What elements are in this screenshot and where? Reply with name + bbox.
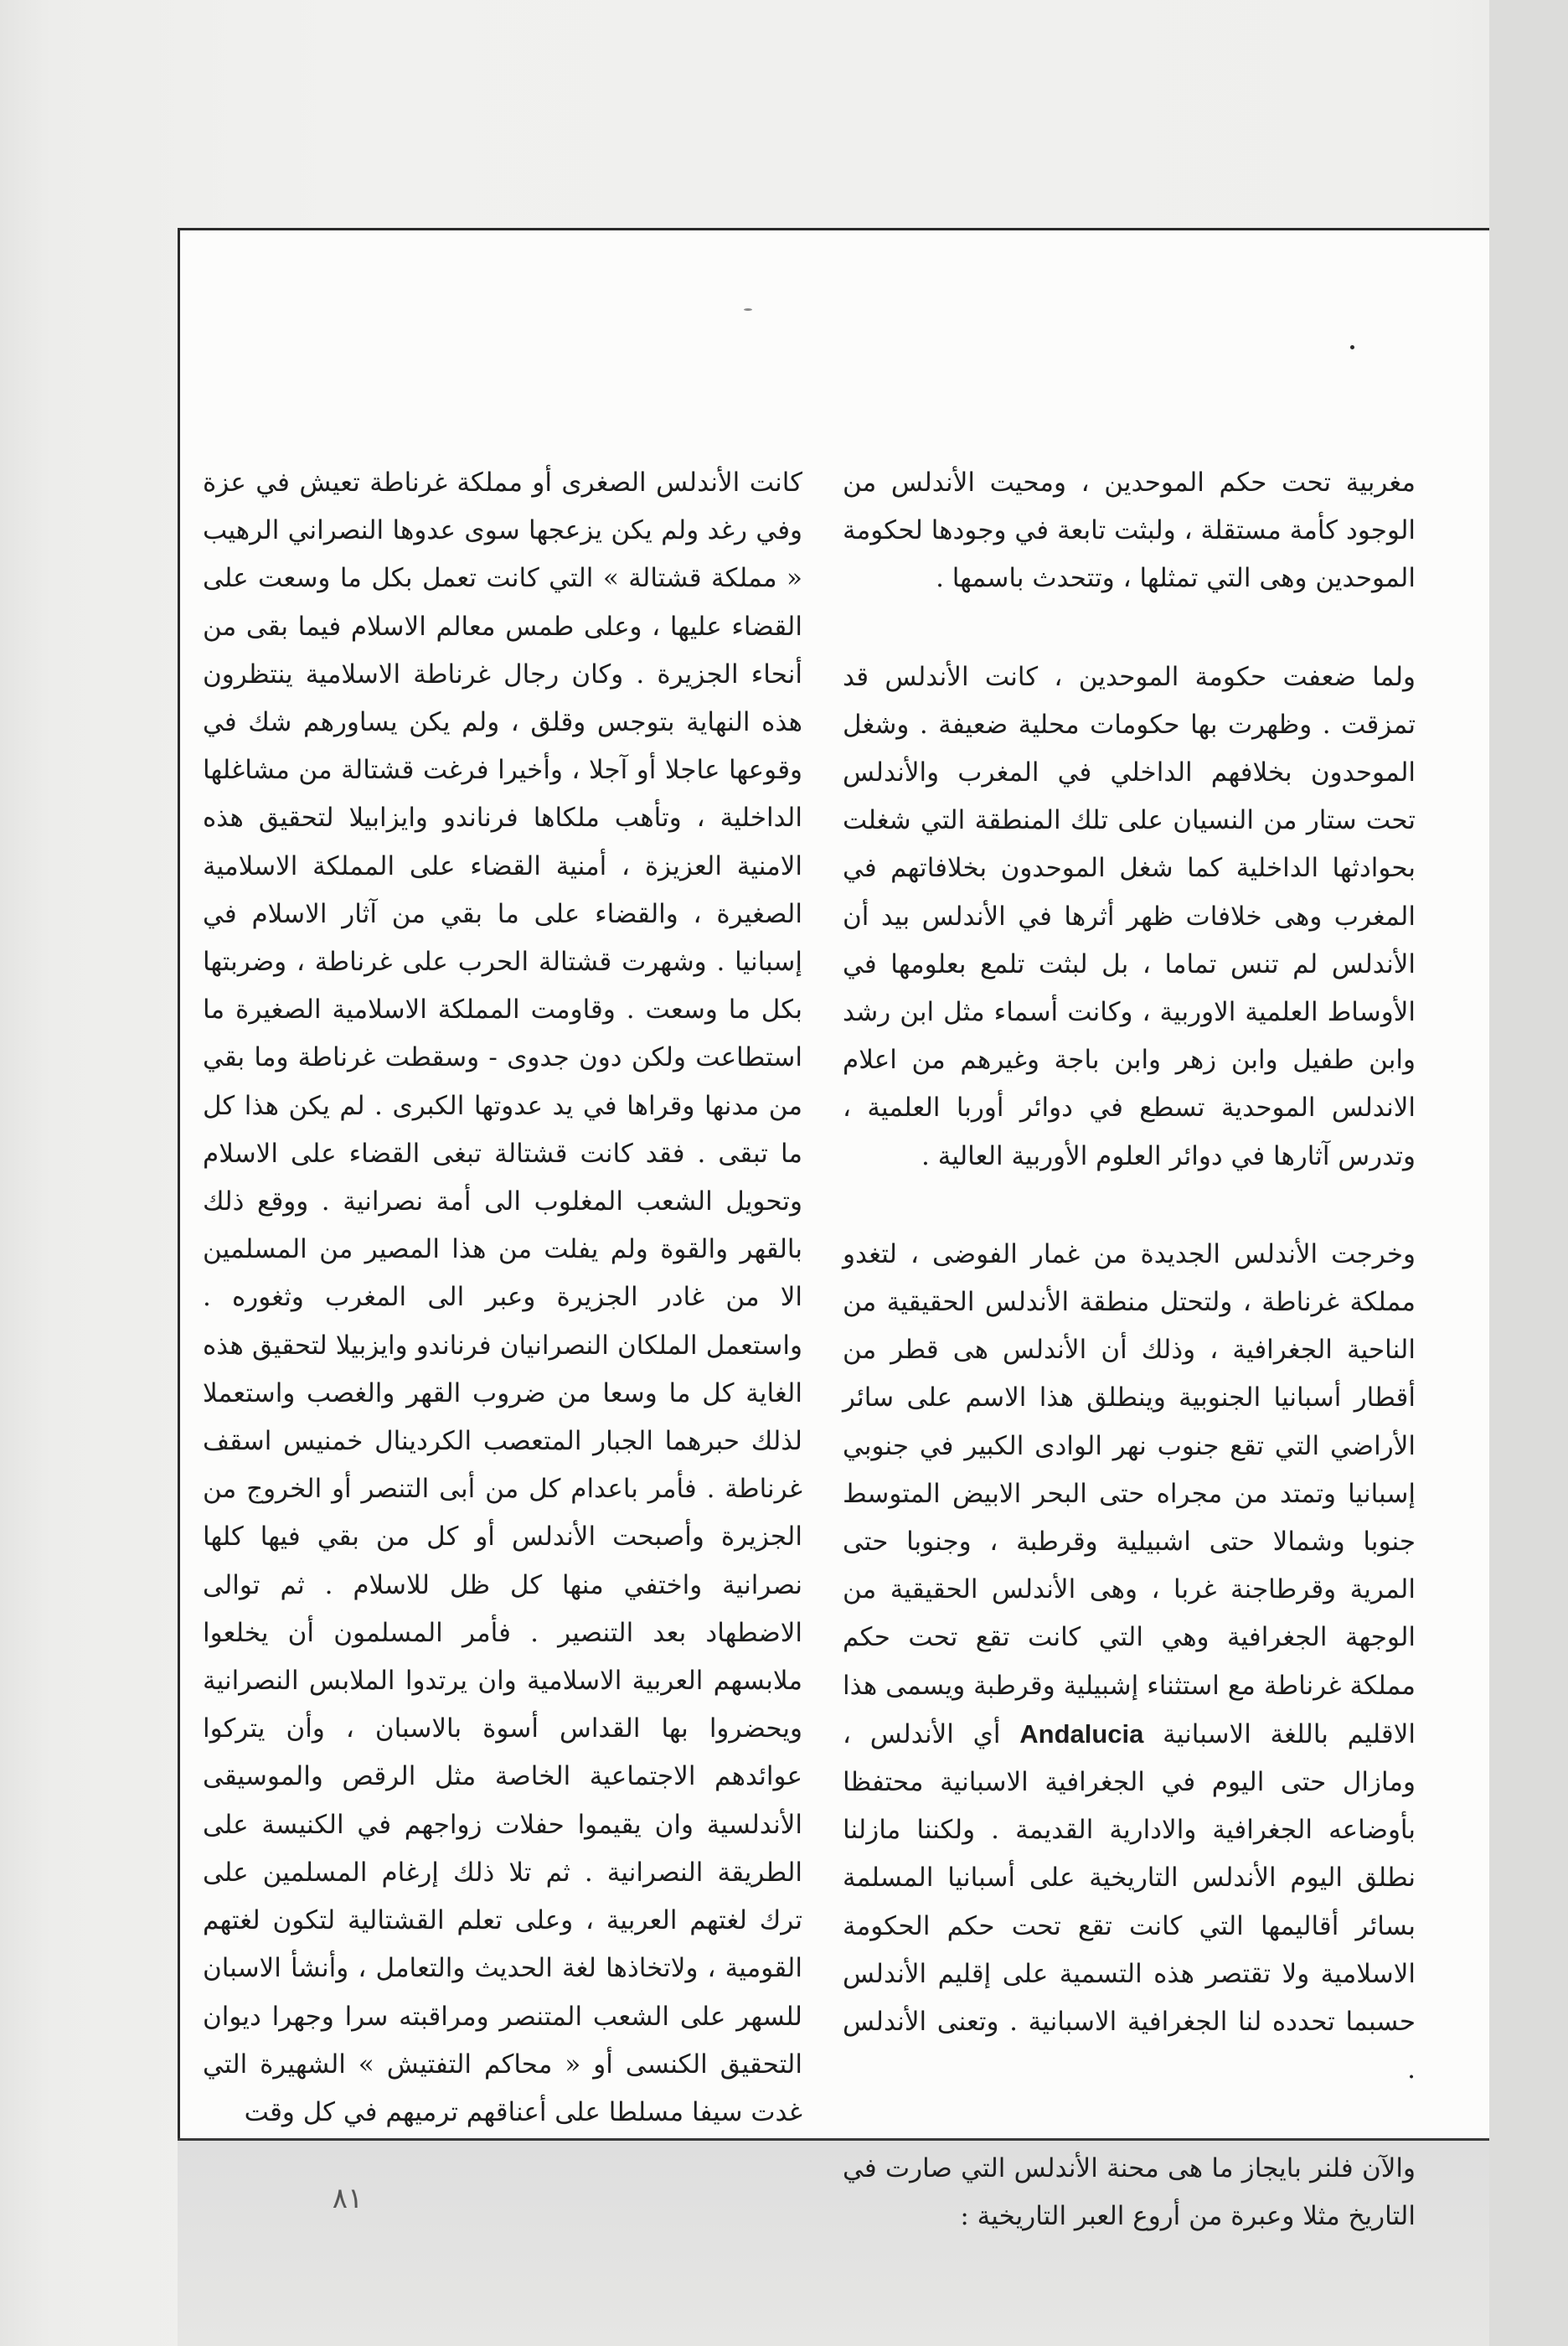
paragraph-text: أي الأندلس ، ومازال حتى اليوم في الجغرافية الاسبانية محتفظا بأوضاعه الجغرافية والادارية القديمة . ولكننا مازلنا نطلق اليوم الأندلس التاريخية على أسبانيا المسلمة بسائر أقاليمها التي كانت تقع تحت حكم الحكومة الاسلامية ولا تقتصر هذه التسمية على إقليم الأندلس حسبما تحدده لنا الجغرافية الاسبانية . وتعنى الأندلس . — [843, 1718, 1416, 2085]
article-column-left — [203, 459, 802, 2137]
scan-speck — [1350, 345, 1354, 349]
paragraph: كانت الأندلس الصغرى أو مملكة غرناطة تعيش في عزة وفي رغد ولم يكن يزعجها سوى عدوها النصراني الرهيب « مملكة قشتالة » التي كانت تعمل بكل ما وسعت على القضاء عليها ، وعلى طمس معالم الاسلام فيما بقى من أنحاء الجزيرة . وكان رجال غرناطة الاسلامية ينتظرون هذه النهاية بتوجس وقلق ، ولم يكن يساورهم شك في وقوعها عاجلا أو آجلا ، وأخيرا فرغت قشتالة من مشاغلها الداخلية ، وتأهب ملكاها فرناندو وايزابيلا لتحقيق هذه الامنية العزيزة ، أمنية القضاء على المملكة الاسلامية الصغيرة ، والقضاء على ما بقي من آثار الاسلام في إسبانيا . وشهرت قشتالة الحرب على غرناطة ، وضربتها بكل ما وسعت . وقاومت المملكة الاسلامية الصغيرة ما استطاعت ولكن دون جدوى - وسقطت غرناطة وما بقي من مدنها وقراها في يد عدوتها الكبرى . لم يكن هذا كل ما تبقى . فقد كانت قشتالة تبغى القضاء على الاسلام وتحويل الشعب المغلوب الى أمة نصرانية . ووقع ذلك بالقهر والقوة ولم يفلت من هذا المصير من المسلمين الا من غادر الجزيرة وعبر الى المغرب وثغوره . واستعمل الملكان النصرانيان فرناندو وايزبيلا لتحقيق هذه الغاية كل ما وسعا من ضروب القهر والغصب واستعملا لذلك حبرهما الجبار المتعصب الكردينال خمنيس اسقف غرناطة . فأمر باعدام كل من أبى التنصر أو الخروج من الجزيرة وأصبحت الأندلس أو كل من بقي فيها كلها نصرانية واختفي منها كل ظل للاسلام . ثم توالى الاضطهاد بعد التنصير . فأمر المسلمون أن يخلعوا ملابسهم العربية الاسلامية وان يرتدوا الملابس النصرانية ويحضروا بها القداس أسوة بالاسبان ، وأن يتركوا عوائدهم الاجتماعية الخاصة مثل الرقص والموسيقى الأندلسية وان يقيموا حفلات زواجهم في الكنيسة على الطريقة النصرانية . ثم تلا ذلك إرغام المسلمين على ترك لغتهم العربية ، وعلى تعلم القشتالية لتكون لغتهم القومية ، ولاتخاذها لغة الحديث والتعامل ، وأنشأ الاسبان للسهر على الشعب المتنصر ومراقبته سرا وجهرا ديوان التحقيق الكنسى أو « محاكم التفتيش » الشهيرة التي غدت سيفا مسلطا على أعناقهم ترميهم في كل وقت — [203, 468, 802, 2127]
paragraph: ولما ضعفت حكومة الموحدين ، كانت الأندلس قد تمزقت . وظهرت بها حكومات محلية ضعيفة . وشغل الموحدون بخلافهم الداخلي في المغرب والأندلس تحت ستار من النسيان على تلك المنطقة التي شغلت بحوادثها الداخلية كما شغل الموحدون بخلافاتهم في المغرب وهى خلافات ظهر أثرها في الأندلس بيد أن الأندلس لم تنس تماما ، بل لبثت تلمع بعلومها في الأوساط العلمية الاوربية ، وكانت أسماء مثل ابن رشد وابن طفيل وابن زهر وابن باجة وغيرهم من اعلام الاندلس الموحدية تسطع في دوائر أوربا العلمية ، وتدرس آثارها في دوائر العلوم الأوربية العالية . — [843, 661, 1416, 1171]
paragraph: والآن فلنر بايجاز ما هى محنة الأندلس التي صارت في التاريخ مثلا وعبرة من أروع العبر التاريخية : — [843, 2152, 1416, 2231]
page-number: ٨١ — [332, 2182, 364, 2215]
paragraph-text: وخرجت الأندلس الجديدة من غمار الفوضى ، لتغدو مملكة غرناطة ، ولتحتل منطقة الأندلس الحقيقية من الناحية الجغرافية ، وذلك أن الأندلس هى قطر من أقطار أسبانيا الجنوبية وينطلق هذا الاسم على سائر الأراضي التي تقع جنوب نهر الوادى الكبير في جنوبي إسبانيا وتمتد من مجراه حتى البحر الابيض المتوسط جنوبا وشمالا حتى اشبيلية وقرطبة ، وجنوبا حتى المرية وقرطاجنة غربا ، وهى الأندلس الحقيقية من الوجهة الجغرافية وهي التي كانت تقع تحت حكم مملكة غرناطة مع استثناء إشبيلية وقرطبة ويسمى هذا الاقليم باللغة الاسبانية — [843, 1238, 1416, 1749]
latin-term: Andalucia — [1019, 1718, 1144, 1749]
article-column-right — [843, 459, 1416, 2240]
paragraph: مغربية تحت حكم الموحدين ، ومحيت الأندلس من الوجود كأمة مستقلة ، ولبثت تابعة في وجودها لحكومة الموحدين وهى التي تمثلها ، وتتحدث باسمها . — [843, 468, 1416, 594]
page-edge-shadow — [1489, 0, 1568, 2346]
scan-speck — [744, 308, 752, 311]
paragraph — [843, 1231, 1416, 2095]
